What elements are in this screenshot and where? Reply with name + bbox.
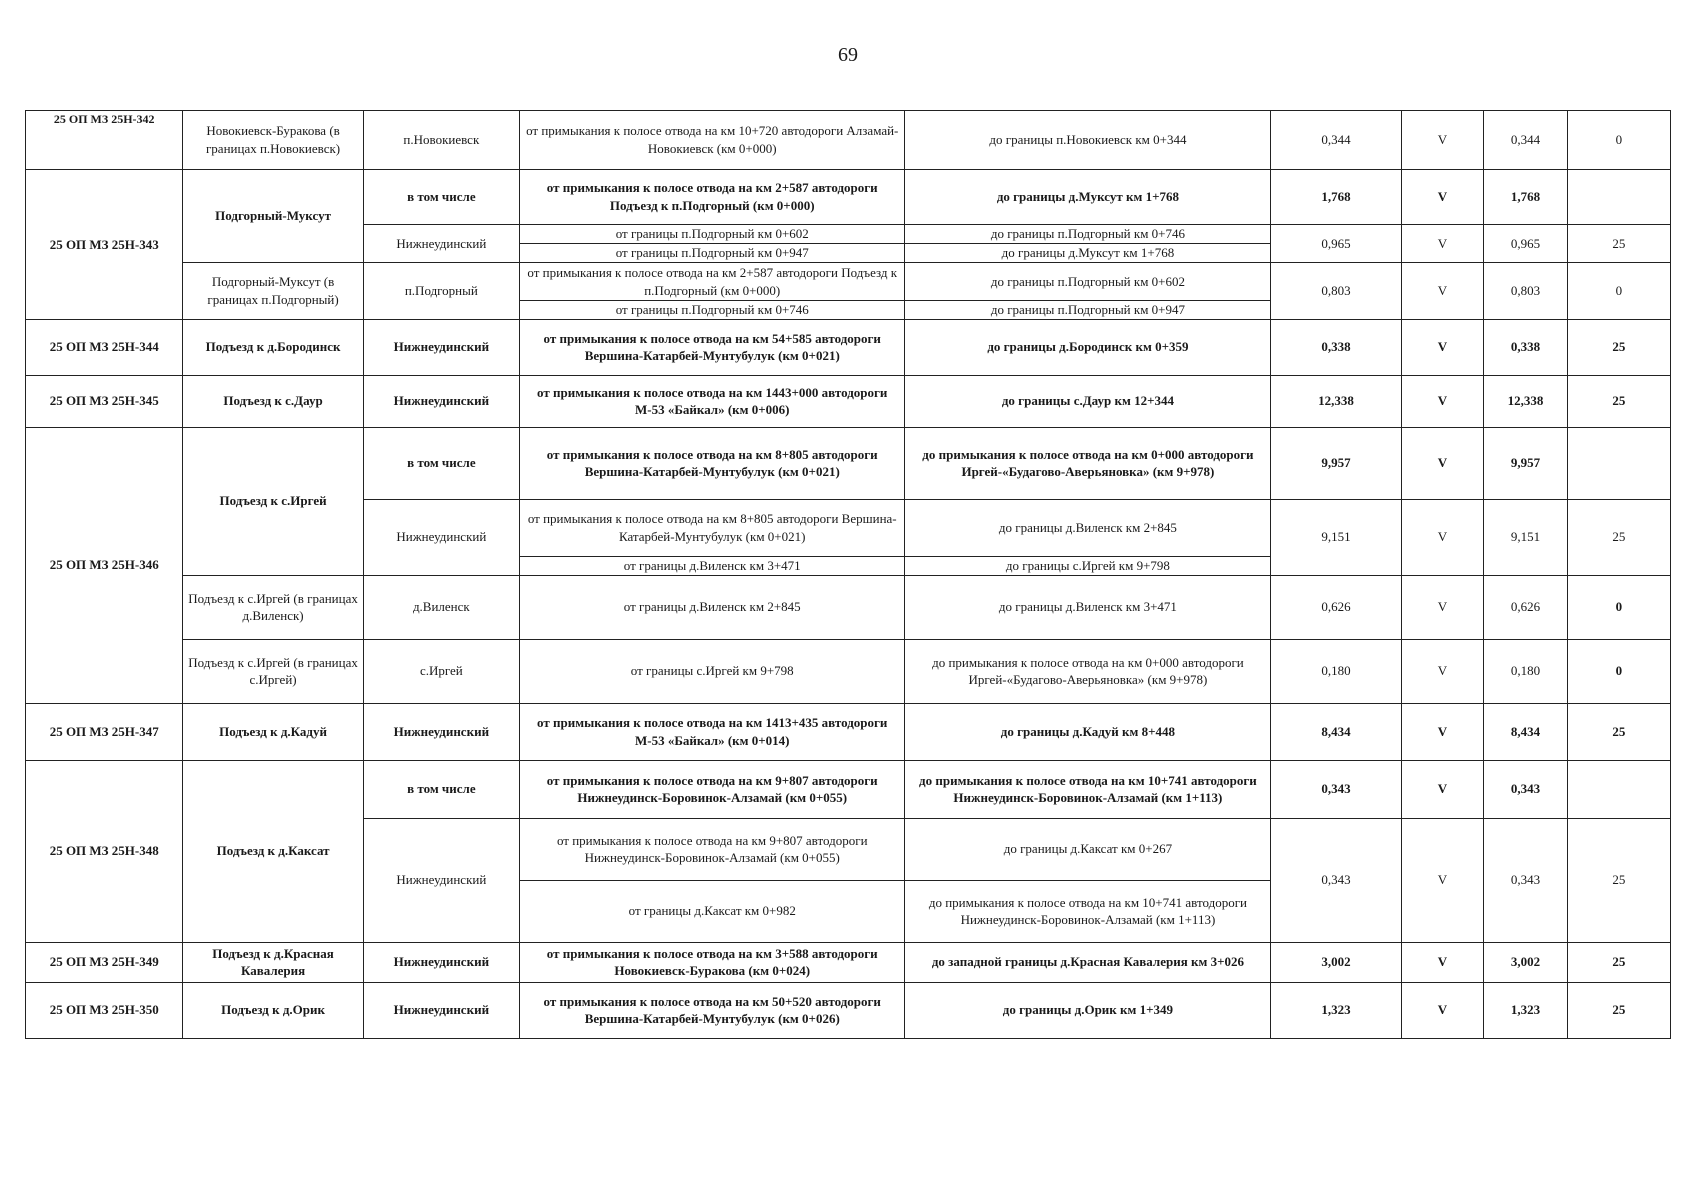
table-row-346-total: [26, 427, 1671, 499]
road-to: до границы п.Подгорный км 0+746: [905, 225, 1271, 244]
road-from: от примыкания к полосе отвода на км 3+588 автодороги Новокиевск-Буракова (км 0+024): [520, 942, 905, 982]
road-length-2: 0,965: [1484, 225, 1568, 263]
road-from: от границы д.Виленск км 2+845: [520, 575, 905, 639]
road-from: от примыкания к полосе отвода на км 2+587 автодороги Подъезд к п.Подгорный (км 0+000): [520, 170, 905, 225]
road-length: 0,338: [1271, 319, 1401, 375]
table-row-345: [26, 375, 1671, 427]
road-length-2: 1,768: [1484, 170, 1568, 225]
road-from: от границы д.Виленск км 3+471: [520, 556, 905, 575]
table-row-347: [26, 703, 1671, 760]
road-code: 25 ОП МЗ 25Н-344: [26, 319, 183, 375]
road-district: п.Новокиевск: [363, 111, 519, 170]
road-code: 25 ОП МЗ 25Н-349: [26, 942, 183, 982]
table-row-346-sub1: [26, 575, 1671, 639]
road-from: от примыкания к полосе отвода на км 1443+000 автодороги М-53 «Байкал» (км 0+006): [520, 375, 905, 427]
road-name: Подъезд к с.Иргей (в границах д.Виленск): [183, 575, 363, 639]
road-district: Нижнеудинский: [363, 818, 519, 942]
road-name: Подъезд к д.Красная Кавалерия: [183, 942, 363, 982]
road-category: V: [1401, 263, 1484, 320]
road-district: в том числе: [363, 170, 519, 225]
road-length: 0,965: [1271, 225, 1401, 263]
road-width: 0: [1567, 263, 1670, 320]
road-width: 25: [1567, 319, 1670, 375]
road-width: 0: [1567, 575, 1670, 639]
road-to: до границы д.Муксут км 1+768: [905, 244, 1271, 263]
road-length-2: 0,343: [1484, 760, 1568, 818]
road-code: 25 ОП МЗ 25Н-347: [26, 703, 183, 760]
road-to: до границы д.Виленск км 2+845: [905, 499, 1271, 556]
road-length: 8,434: [1271, 703, 1401, 760]
road-to: до границы д.Бородинск км 0+359: [905, 319, 1271, 375]
road-category: V: [1401, 375, 1484, 427]
road-to: до границы п.Подгорный км 0+947: [905, 301, 1271, 320]
table-row-344: [26, 319, 1671, 375]
road-district: Нижнеудинский: [363, 225, 519, 263]
road-category: V: [1401, 982, 1484, 1038]
road-district: Нижнеудинский: [363, 319, 519, 375]
road-code: 25 ОП МЗ 25Н-345: [26, 375, 183, 427]
road-to: до примыкания к полосе отвода на км 10+741 автодороги Нижнеудинск-Боровинок-Алзамай (км 1+113): [905, 760, 1271, 818]
road-to: до границы д.Муксут км 1+768: [905, 170, 1271, 225]
road-district: Нижнеудинский: [363, 375, 519, 427]
road-name: Новокиевск-Буракова (в границах п.Новокиевск): [183, 111, 363, 170]
table-row-343-sub: [26, 263, 1671, 301]
road-from: от примыкания к полосе отвода на км 8+805 автодороги Вершина-Катарбей-Мунтубулук (км 0+021): [520, 427, 905, 499]
road-district: в том числе: [363, 427, 519, 499]
road-category: V: [1401, 225, 1484, 263]
road-from: от примыкания к полосе отвода на км 9+807 автодороги Нижнеудинск-Боровинок-Алзамай (км 0+055): [520, 760, 905, 818]
road-length-2: 0,626: [1484, 575, 1568, 639]
road-category: V: [1401, 703, 1484, 760]
road-length: 12,338: [1271, 375, 1401, 427]
road-name: Подъезд к д.Каксат: [183, 760, 363, 942]
road-to: до примыкания к полосе отвода на км 0+000 автодороги Иргей-«Будагово-Аверьяновка» (км 9+978): [905, 427, 1271, 499]
roads-table: [25, 110, 1671, 1039]
road-from: от примыкания к полосе отвода на км 1413+435 автодороги М-53 «Байкал» (км 0+014): [520, 703, 905, 760]
road-length: 0,343: [1271, 760, 1401, 818]
road-to: до границы п.Подгорный км 0+602: [905, 263, 1271, 301]
road-length-2: 0,338: [1484, 319, 1568, 375]
road-to: до примыкания к полосе отвода на км 0+000 автодороги Иргей-«Будагово-Аверьяновка» (км 9+978): [905, 639, 1271, 703]
road-name: Подъезд к с.Иргей: [183, 427, 363, 575]
road-length: 1,323: [1271, 982, 1401, 1038]
road-length-2: 0,343: [1484, 818, 1568, 942]
road-from: от примыкания к полосе отвода на км 8+805 автодороги Вершина-Катарбей-Мунтубулук (км 0+021): [520, 499, 905, 556]
road-width: [1567, 170, 1670, 225]
road-length: 0,344: [1271, 111, 1401, 170]
road-length: 0,343: [1271, 818, 1401, 942]
road-district: Нижнеудинский: [363, 703, 519, 760]
road-district: в том числе: [363, 760, 519, 818]
road-from: от границы п.Подгорный км 0+602: [520, 225, 905, 244]
road-from: от примыкания к полосе отвода на км 54+585 автодороги Вершина-Катарбей-Мунтубулук (км 0+021): [520, 319, 905, 375]
road-category: V: [1401, 760, 1484, 818]
table-row-349: [26, 942, 1671, 982]
road-width: 25: [1567, 499, 1670, 575]
table-row-350: [26, 982, 1671, 1038]
road-district: Нижнеудинский: [363, 499, 519, 575]
road-width: 0: [1567, 111, 1670, 170]
road-to: до границы с.Даур км 12+344: [905, 375, 1271, 427]
road-width: 25: [1567, 375, 1670, 427]
road-name: Подъезд к д.Кадуй: [183, 703, 363, 760]
road-from: от границы с.Иргей км 9+798: [520, 639, 905, 703]
road-district: Нижнеудинский: [363, 982, 519, 1038]
road-length: 0,180: [1271, 639, 1401, 703]
road-to: до примыкания к полосе отвода на км 10+741 автодороги Нижнеудинск-Боровинок-Алзамай (км 1+113): [905, 880, 1271, 942]
page-number: 69: [838, 44, 858, 66]
road-from: от примыкания к полосе отвода на км 10+720 автодороги Алзамай-Новокиевск (км 0+000): [520, 111, 905, 170]
road-name: Подгорный-Муксут: [183, 170, 363, 263]
road-to: до границы д.Кадуй км 8+448: [905, 703, 1271, 760]
road-length: 1,768: [1271, 170, 1401, 225]
road-category: V: [1401, 427, 1484, 499]
road-length-2: 9,957: [1484, 427, 1568, 499]
road-from: от границы п.Подгорный км 0+947: [520, 244, 905, 263]
road-category: V: [1401, 170, 1484, 225]
road-code: 25 ОП МЗ 25Н-342: [26, 111, 183, 170]
road-code: 25 ОП МЗ 25Н-348: [26, 760, 183, 942]
road-district: п.Подгорный: [363, 263, 519, 320]
road-code: 25 ОП МЗ 25Н-350: [26, 982, 183, 1038]
road-category: V: [1401, 111, 1484, 170]
road-category: V: [1401, 499, 1484, 575]
road-length-2: 1,323: [1484, 982, 1568, 1038]
road-category: V: [1401, 639, 1484, 703]
road-to: до границы д.Каксат км 0+267: [905, 818, 1271, 880]
table-row-346-sub2: [26, 639, 1671, 703]
road-to: до западной границы д.Красная Кавалерия км 3+026: [905, 942, 1271, 982]
road-from: от примыкания к полосе отвода на км 9+807 автодороги Нижнеудинск-Боровинок-Алзамай (км 0+055): [520, 818, 905, 880]
road-length-2: 12,338: [1484, 375, 1568, 427]
road-width: [1567, 760, 1670, 818]
road-length-2: 3,002: [1484, 942, 1568, 982]
road-length-2: 8,434: [1484, 703, 1568, 760]
road-name: Подъезд к с.Даур: [183, 375, 363, 427]
road-from: от границы п.Подгорный км 0+746: [520, 301, 905, 320]
road-length-2: 0,180: [1484, 639, 1568, 703]
road-length-2: 0,344: [1484, 111, 1568, 170]
road-length-2: 9,151: [1484, 499, 1568, 575]
road-name: Подъезд к д.Бородинск: [183, 319, 363, 375]
road-length-2: 0,803: [1484, 263, 1568, 320]
road-width: [1567, 427, 1670, 499]
road-name: Подгорный-Муксут (в границах п.Подгорный): [183, 263, 363, 320]
road-length: 9,957: [1271, 427, 1401, 499]
road-category: V: [1401, 818, 1484, 942]
road-width: 25: [1567, 818, 1670, 942]
road-district: Нижнеудинский: [363, 942, 519, 982]
road-to: до границы д.Виленск км 3+471: [905, 575, 1271, 639]
table-row-342: [26, 111, 1671, 170]
road-district: с.Иргей: [363, 639, 519, 703]
road-category: V: [1401, 575, 1484, 639]
road-width: 0: [1567, 639, 1670, 703]
table-row-343-total: [26, 170, 1671, 225]
road-width: 25: [1567, 942, 1670, 982]
table-row-348-total: [26, 760, 1671, 818]
road-to: до границы д.Орик км 1+349: [905, 982, 1271, 1038]
road-code: 25 ОП МЗ 25Н-343: [26, 170, 183, 320]
road-length: 0,626: [1271, 575, 1401, 639]
road-length: 3,002: [1271, 942, 1401, 982]
road-width: 25: [1567, 703, 1670, 760]
road-to: до границы п.Новокиевск км 0+344: [905, 111, 1271, 170]
road-to: до границы с.Иргей км 9+798: [905, 556, 1271, 575]
road-code: 25 ОП МЗ 25Н-346: [26, 427, 183, 703]
road-category: V: [1401, 319, 1484, 375]
road-from: от границы д.Каксат км 0+982: [520, 880, 905, 942]
road-width: 25: [1567, 225, 1670, 263]
road-from: от примыкания к полосе отвода на км 50+520 автодороги Вершина-Катарбей-Мунтубулук (км 0+026): [520, 982, 905, 1038]
road-from: от примыкания к полосе отвода на км 2+587 автодороги Подъезд к п.Подгорный (км 0+000): [520, 263, 905, 301]
road-district: д.Виленск: [363, 575, 519, 639]
road-length: 0,803: [1271, 263, 1401, 320]
road-name: Подъезд к с.Иргей (в границах с.Иргей): [183, 639, 363, 703]
road-width: 25: [1567, 982, 1670, 1038]
road-name: Подъезд к д.Орик: [183, 982, 363, 1038]
road-category: V: [1401, 942, 1484, 982]
road-length: 9,151: [1271, 499, 1401, 575]
